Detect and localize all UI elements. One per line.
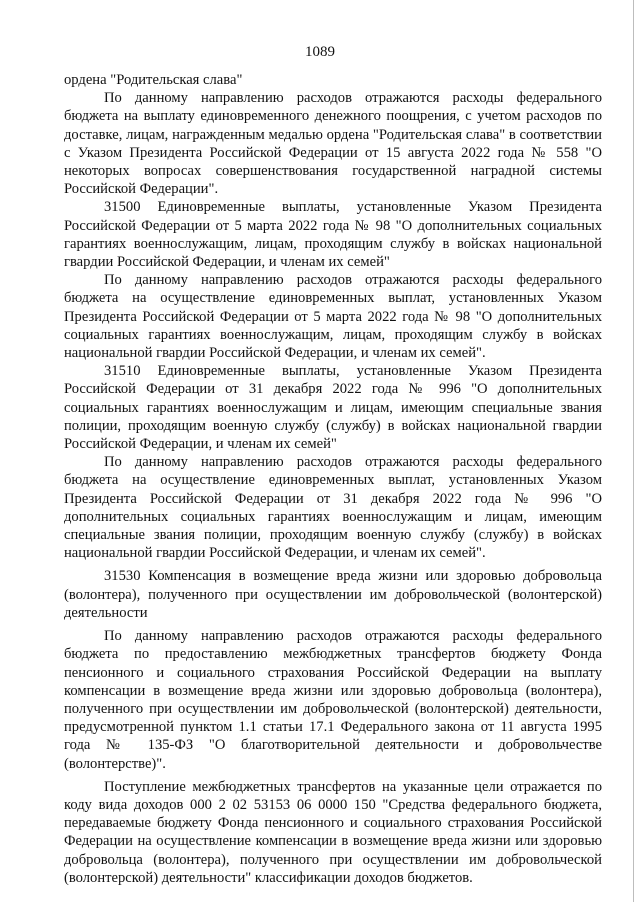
paragraph-description: По данному направлению расходов отражаются расходы федерального бюджета по предоставлению межбюджетных трансфертов бюджету Фонда пенсионного и социального страхования Российской Федерации на выплату компенсации в возмещение вреда жизни или здоровью добровольца (волонтера), полученного при осуществлении им добровольческой (волонтерской) деятельности, предусмотренной пунктом 1.1 статьи 17.1 Федерального закона от 11 августа 1995 года № 135-ФЗ "О благотворительной деятельности и добровольчестве (волонтерстве)". <box>64 628 602 772</box>
document-body <box>64 71 602 887</box>
paragraph-description: По данному направлению расходов отражаются расходы федерального бюджета на осуществление единовременных выплат, установленных Указом Президента Российской Федерации от 5 марта 2022 года № 98 "О дополнительных социальных гарантиях военнослужащим, лицам, проходящим службу в войсках национальной гвардии Российской Федерации, и членам их семей". <box>64 272 602 362</box>
paragraph-code-31530: 31530 Компенсация в возмещение вреда жизни или здоровью добровольца (волонтера), полученного при осуществлении им добровольческой (волонтерской) деятельности <box>64 568 602 621</box>
paragraph-revenue-note: Поступление межбюджетных трансфертов на указанные цели отражается по коду вида доходов 000 2 02 53153 06 0000 150 "Средства федерального бюджета, передаваемые бюджету Фонда пенсионного и социального страхования Российской Федерации на осуществление компенсации в возмещение вреда жизни или здоровью добровольца (волонтера), полученного при осуществлении им добровольческой (волонтерской) деятельности" классификации доходов бюджетов. <box>64 778 602 886</box>
paragraph-description: По данному направлению расходов отражаются расходы федерального бюджета на осуществление единовременных выплат, установленных Указом Президента Российской Федерации от 31 декабря 2022 года № 996 "О дополнительных социальных гарантиях военнослужащим и лицам, имеющим специальные звания полиции, проходящим военную службу (службу) в войсках национальной гвардии Российской Федерации, и членам их семей". <box>64 454 602 562</box>
paragraph-code-31500: 31500 Единовременные выплаты, установленные Указом Президента Российской Федерации от 5 марта 2022 года № 98 "О дополнительных социальных гарантиях военнослужащим, лицам, проходящим службу в войсках национальной гвардии Российской Федерации, и членам их семей" <box>64 199 602 271</box>
paragraph-continuation: ордена "Родительская слава" <box>64 72 243 88</box>
page-number: 1089 <box>305 44 335 60</box>
paragraph-code-31510: 31510 Единовременные выплаты, установленные Указом Президента Российской Федерации от 31 декабря 2022 года № 996 "О дополнительных социальных гарантиях военнослужащим и лицам, имеющим специальные звания полиции, проходящим военную службу (службу) в войсках национальной гвардии Российской Федерации, и членам их семей" <box>64 363 602 453</box>
scan-edge-line <box>633 0 634 902</box>
paragraph-description: По данному направлению расходов отражаются расходы федерального бюджета на выплату единовременного денежного поощрения, с учетом расходов по доставке, лицам, награжденным медалью ордена "Родительская слава" в соответствии с Указом Президента Российской Федерации от 15 августа 2022 года № 558 "О некоторых вопросах совершенствования государственной наградной системы Российской Федерации". <box>64 90 602 198</box>
